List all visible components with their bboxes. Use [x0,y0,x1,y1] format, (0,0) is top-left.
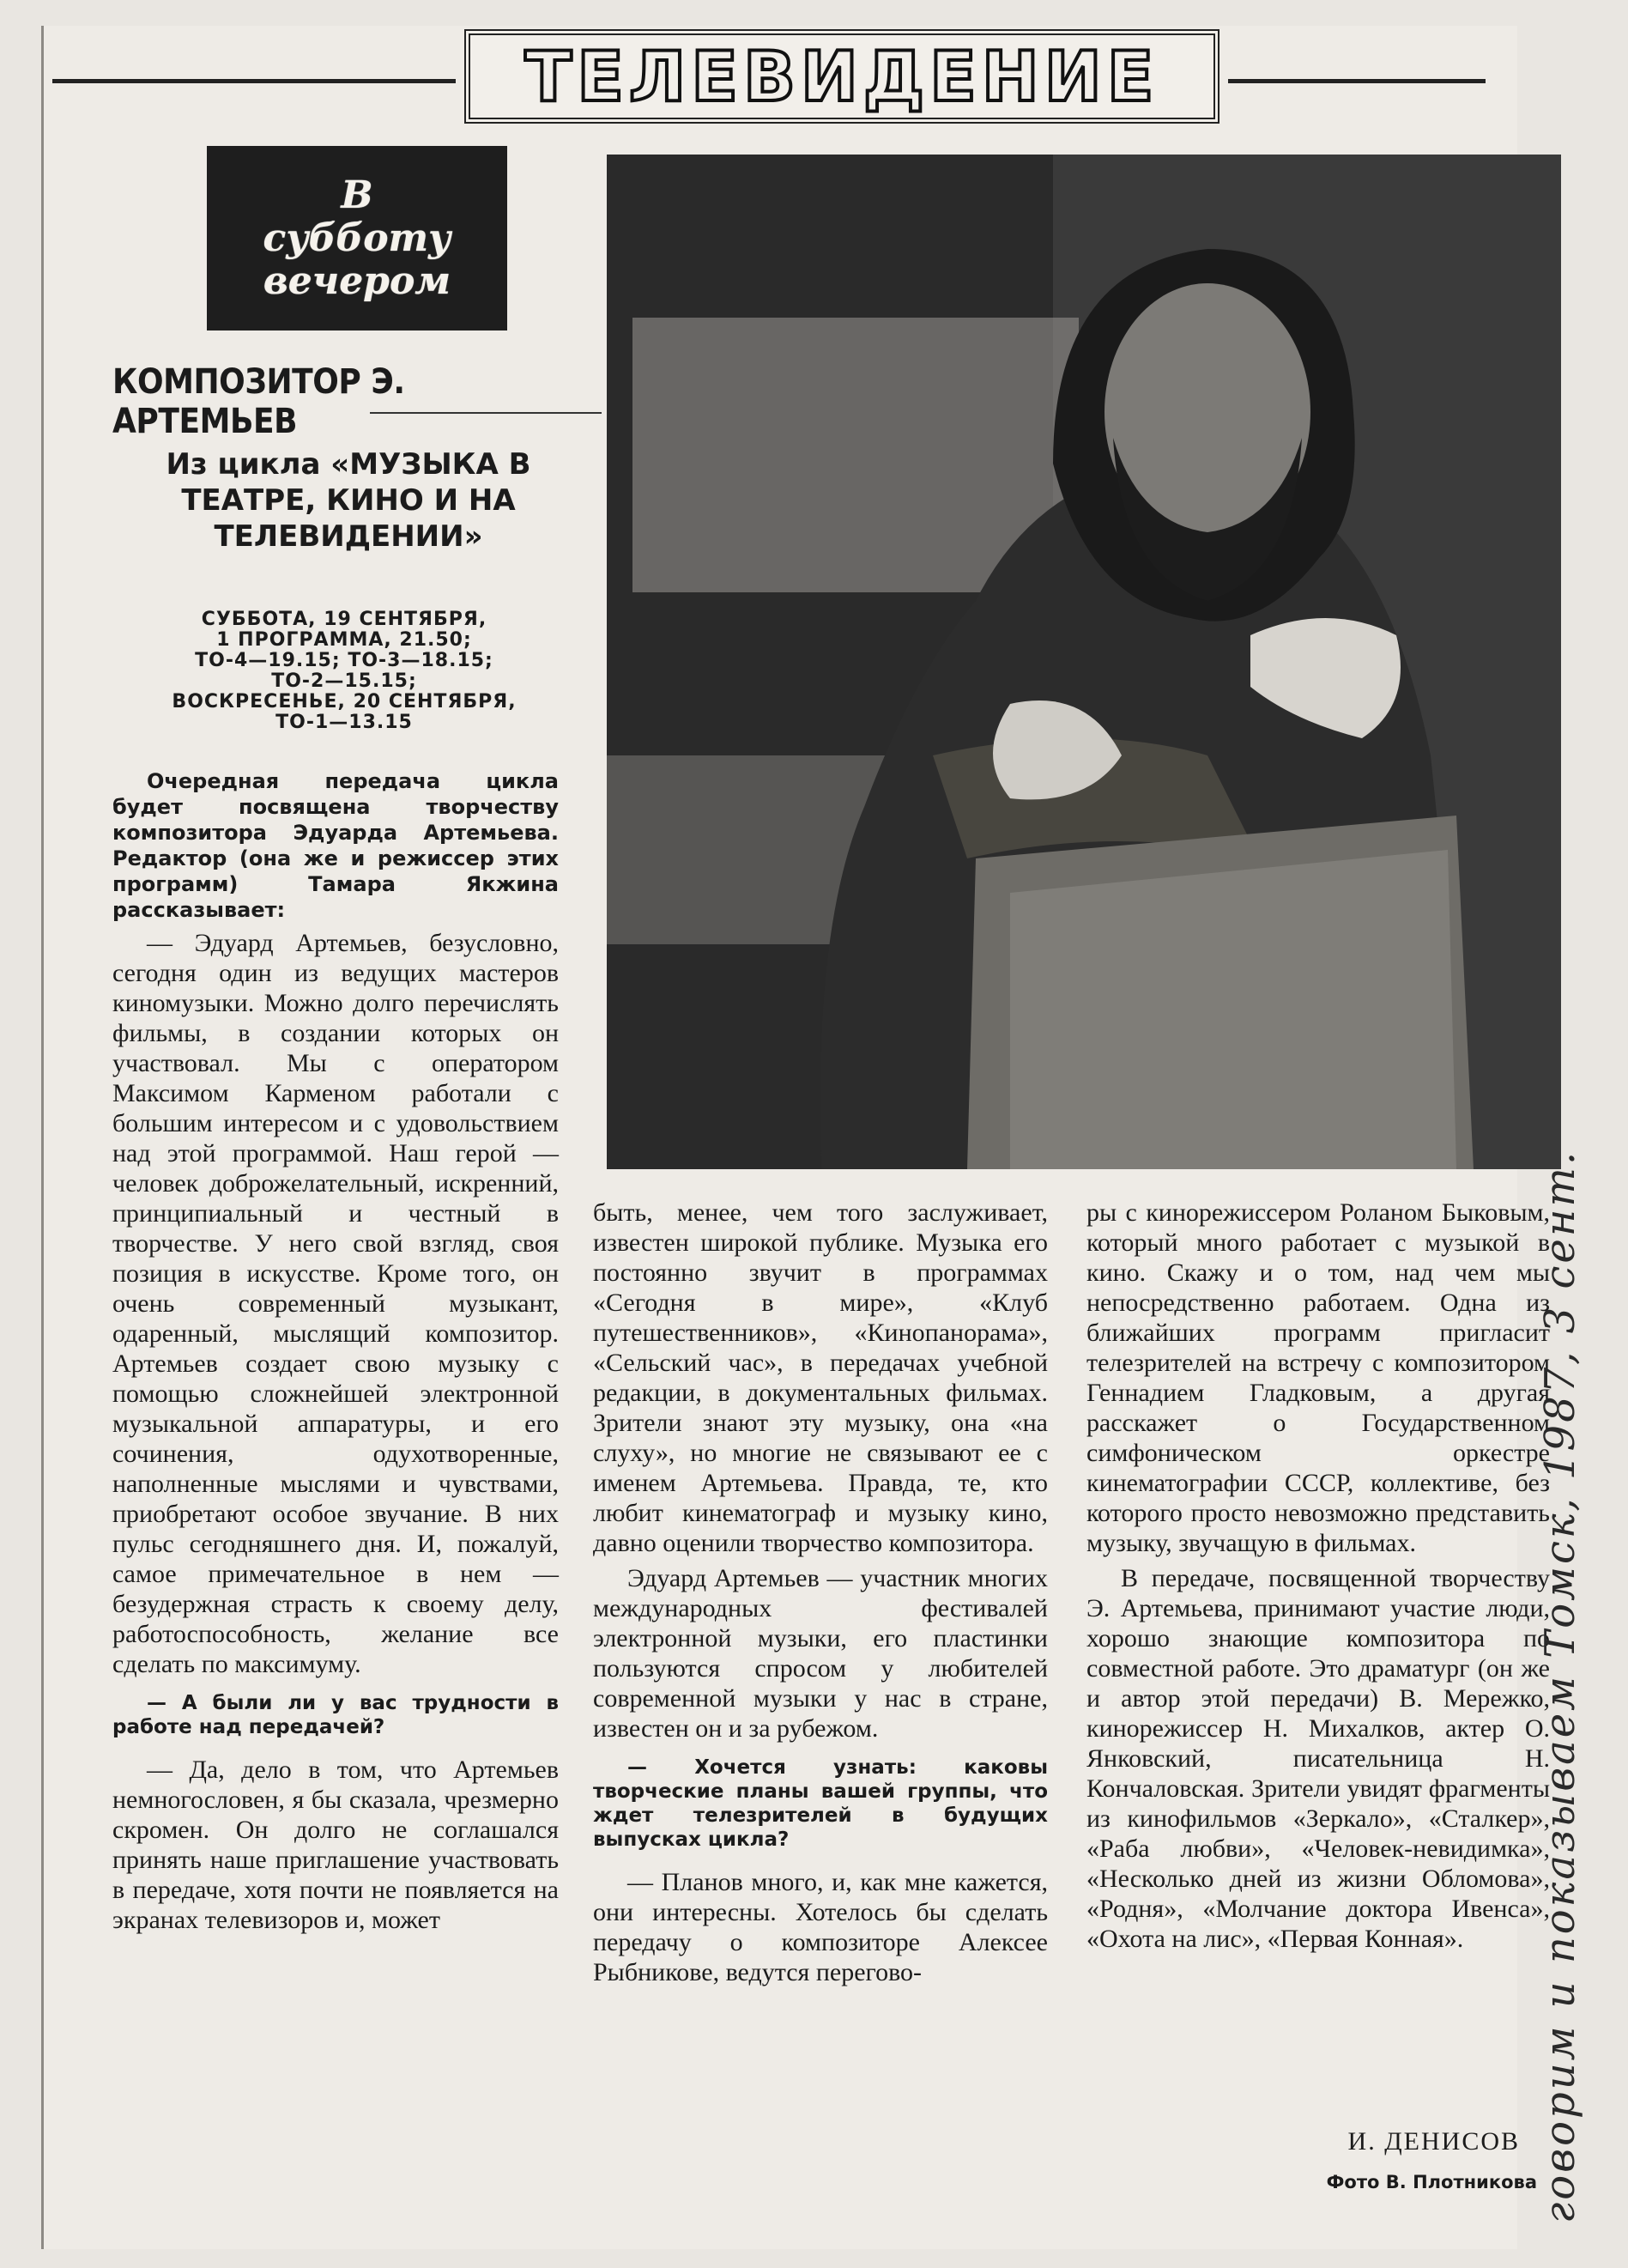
schedule-line: ТО-4—19.15; ТО-3—18.15; [195,650,493,671]
handwritten-note: говорим и показываем Томск, 1987, 3 сент. [1536,1149,1584,2223]
interview-question: — Хочется узнать: каковы творческие планы вашей группы, что ждет телезрителей в будущих выпусках цикла? [593,1756,1048,1851]
article-paragraph: — Эдуард Артемьев, безусловно, сегодня один из ведущих мастеров киномузыки. Можно долго перечислять фильмы, в создании которых он участвовал. Мы с оператором Максимом Карменом работали с большим интересом и с удовольствием над этой программой. Наш герой — человек доброжелательный, искренний, принципиальный и честный в творчестве. У него свой взгляд, своя позиция в искусстве. Кроме того, он очень современный музыкант, одаренный, мыслящий композитор. Артемьев создает свою музыку с помощью сложнейшей электронной музыкальной аппаратуры, и его сочинения, одухотворенные, наполненные мыслями и чувствами, приобретают особое звучание. В них пульс сегодняшнего дня. И, пожалуй, самое примечательное в нем — безудержная страсть к своему делу, работоспособность, желание все сделать по максимуму. [112,929,559,1678]
article-paragraph: быть, менее, чем того заслуживает, известен широкой публике. Музыка его постоянно звучит в программах «Сегодня в мире», «Клуб путешественников», «Кинопанорама», «Сельский час», в передачах учебной редакции, в документальных фильмах. Зрители знают эту музыку, она «на слуху», но многие не связывают ее с именем Артемьева. Правда, те, кто любит кинематограф и музыку кино, давно оценили творчество композитора. [593,1198,1048,1557]
article-lead: Очередная передача цикла будет посвящена творчеству композитора Эдуарда Артемьева. Редактор (она же и режиссер этих программ) Тамара Якжина рассказывает: [112,769,559,922]
interview-question: — А были ли у вас трудности в работе над передачей? [112,1692,559,1738]
masthead-rule-left [52,79,456,83]
article-paragraph: — Да, дело в том, что Артемьев немногословен, я бы сказала, чрезмерно скромен. Он долго не соглашался принять наше приглашение участвовать в передаче, хотя почти не появляется на экранах телевизоров и, может [112,1756,559,1934]
article-paragraph: В передаче, посвященной творчеству Э. Артемьева, принимают участие люди, хорошо знающие композитора по совместной работе. Это драматург (он же и автор этой передачи) В. Мережко, кинорежиссер Н. Михалков, актер О. Янковский, писательница Н. Кончаловская. Зрители увидят фрагменты из кинофильмов «Зеркало», «Сталкер», «Раба любви», «Человек-невидимка», «Несколько дней из жизни Обломова», «Родня», «Молчание доктора Ивенса», «Охота на лис», «Первая Конная». [1086,1564,1550,1953]
article-column-1 [112,768,559,1940]
schedule-line: ТО-2—15.15; [271,670,417,692]
headline-underline [370,412,602,414]
portrait-photo [607,155,1561,1169]
portrait-photo-illustration [607,155,1561,1169]
article-paragraph: ры с кинорежиссером Роланом Быковым, который много работает с музыкой в кино. Скажу и о том, над чем мы непосредственно работаем. Одна из ближайших программ пригласит телезрителей на встречу с композитором Геннадием Гладковым, а другая расскажет о Государственном симфоническом оркестре кинематографии СССР, коллективе, без которого просто невозможно представить музыку, звучащую в фильмах. [1086,1198,1550,1557]
article-paragraph: Эдуард Артемьев — участник многих международных фестивалей электронной музыки, его пластинки пользуются спросом у любителей современной музыки у нас в стране, известен он и за рубежом. [593,1564,1048,1743]
author-signature: И. ДЕНИСОВ [1347,2127,1520,2156]
rubric-logo-text: В субботу вечером [263,173,451,303]
cycle-title: Из цикла «МУЗЫКА В ТЕАТРЕ, КИНО И НА ТЕЛЕВИДЕНИИ» [166,447,531,554]
schedule-line: ТО-1—13.15 [275,712,413,733]
newspaper-clipping [41,26,1550,2249]
masthead-title: ТЕЛЕВИДЕНИЕ [524,36,1159,117]
schedule-line: 1 ПРОГРАММА, 21.50; [216,629,472,651]
schedule-line: СУББОТА, 19 СЕНТЯБРЯ, [201,609,487,630]
masthead [464,29,1219,124]
rubric-logo [207,146,507,330]
article-headline: КОМПОЗИТОР Э. АРТЕМЬЕВ [112,362,405,441]
schedule-line: ВОСКРЕСЕНЬЕ, 20 СЕНТЯБРЯ, [172,691,517,713]
broadcast-schedule [112,609,576,733]
photo-credit: Фото В. Плотникова [1326,2172,1537,2192]
masthead-rule-right [1228,79,1486,83]
article-paragraph: — Планов много, и, как мне кажется, они интересны. Хотелось бы сделать передачу о композиторе Алексее Рыбникове, ведутся перегово- [593,1868,1048,1986]
article-column-2 [593,1198,1048,1992]
article-column-3 [1086,1198,1550,1959]
